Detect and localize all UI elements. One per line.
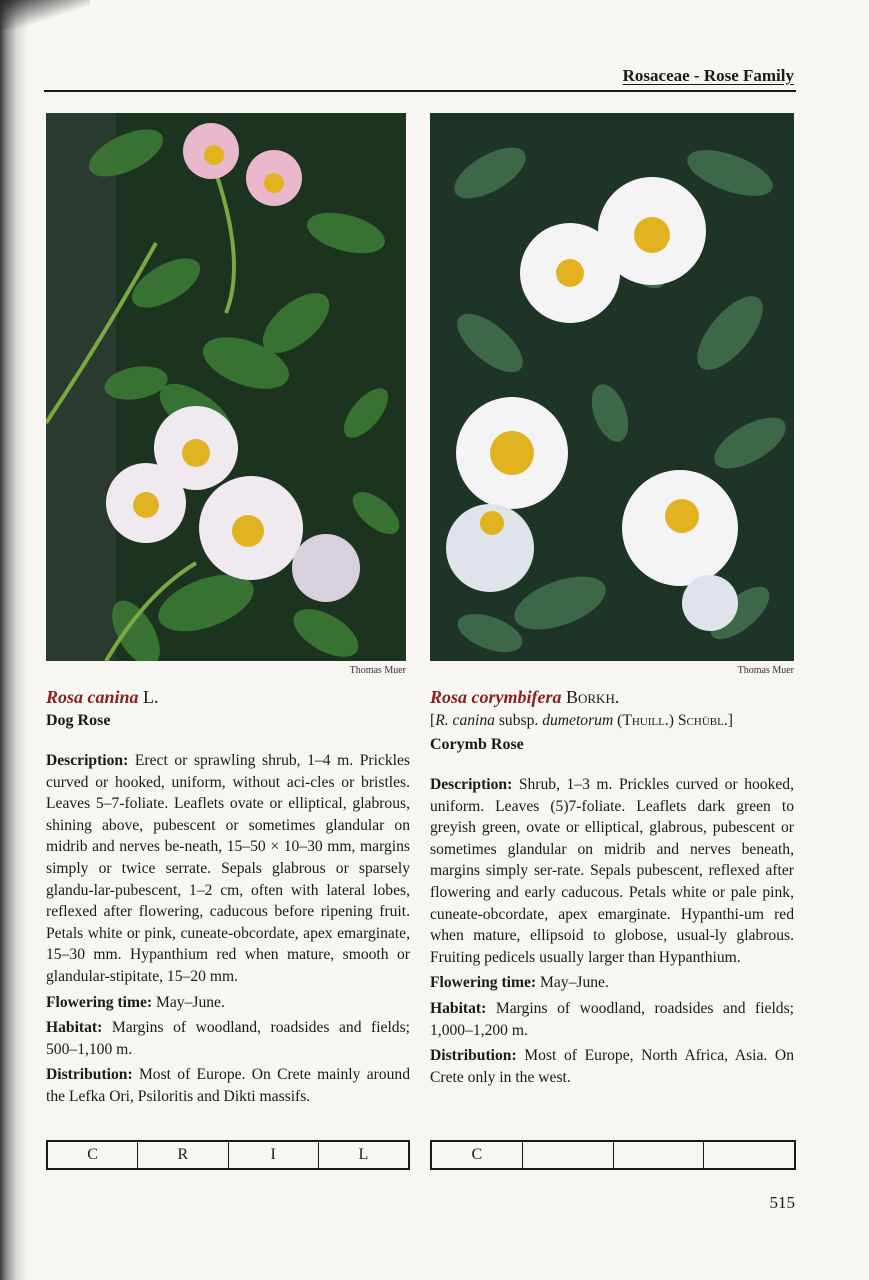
flowering-label: Flowering time: xyxy=(430,974,537,992)
region-cell: C xyxy=(432,1142,523,1168)
synonym-genus: R. canina xyxy=(435,712,495,729)
family-title: Rosaceae - Rose Family xyxy=(622,66,794,85)
region-cell xyxy=(704,1142,794,1168)
rosa-corymbifera-entry xyxy=(430,686,794,1088)
description-label: Description: xyxy=(430,776,513,793)
page-corner-shadow xyxy=(0,0,90,30)
distribution-text: Most of Europe, North Africa, Asia. On Crete only in the west. xyxy=(430,1047,794,1086)
common-name: Corymb Rose xyxy=(430,736,524,753)
photo-credit-right: Thomas Muer xyxy=(737,665,794,676)
species-name: Rosa canina xyxy=(46,687,139,707)
header-rule xyxy=(44,90,796,92)
common-name: Dog Rose xyxy=(46,712,111,729)
species-author: Borkh. xyxy=(565,687,620,707)
region-table-right xyxy=(430,1140,796,1170)
region-cell: R xyxy=(138,1142,228,1168)
distribution xyxy=(430,1045,794,1088)
rosa-canina-illustration xyxy=(46,113,406,661)
region-cell xyxy=(614,1142,705,1168)
rosa-canina-entry xyxy=(46,686,410,1108)
synonym-author-2: Schübl. xyxy=(677,712,728,729)
species-name: Rosa corymbifera xyxy=(430,687,562,707)
flowering-time xyxy=(430,972,794,994)
scientific-name xyxy=(46,686,410,708)
synonym xyxy=(430,710,794,732)
description-text: Erect or sprawling shrub, 1–4 m. Prickles curved or hooked, uniform, without aci-cles or bristles. Leaves 5–7-foliate. Leaflets ovate or elliptical, glabrous, shining above, pubescent or sometimes glandular on midrib and nerves be-neath, 15–50 × 10–30 mm, margins simply or twice serrate. Sepals glabrous or sparsely glandu-lar-pubescent, 1–2 cm, often with lateral lobes, reflexed after flowering, caducous before ripening fruit. Petals white or pink, cuneate-obcordate, apex emarginate, 15–30 mm. Hypanthium red when mature, smooth or glandular-stipitate, 15–20 mm. xyxy=(46,752,410,985)
region-cell: I xyxy=(229,1142,319,1168)
description xyxy=(46,750,410,988)
synonym-author-1: (Thuill.) xyxy=(613,712,678,729)
synonym-bracket-close: ] xyxy=(727,712,733,729)
habitat-text: Margins of woodland, roadsides and fields; 1,000–1,200 m. xyxy=(430,999,794,1039)
region-table-left xyxy=(46,1140,410,1170)
flowering-text: May–June. xyxy=(156,993,225,1011)
habitat-label: Habitat: xyxy=(430,999,487,1017)
distribution-label: Distribution: xyxy=(46,1066,133,1084)
rosa-canina-photo xyxy=(46,113,406,661)
region-cell: C xyxy=(48,1142,138,1168)
habitat-text: Margins of woodland, roadsides and fields; 500–1,100 m. xyxy=(46,1019,410,1058)
description-label: Description: xyxy=(46,752,129,769)
synonym-epithet: dumetorum xyxy=(542,712,614,729)
scientific-name xyxy=(430,686,794,708)
description-text: Shrub, 1–3 m. Prickles curved or hooked, uniform. Leaves (5)7-foliate. Leaflets dark green to greyish green, ovate or elliptical, glabrous, pubescent or sometimes glandular on midrib and nerves beneath, margins simply ser-rate. Sepals pubescent, reflexed after flowering and early caducous. Petals white or pale pink, cuneate-obcordate, apex emarginate. Hypanthi-um red when mature, ellipsoid to globose, usual-ly glabrous. Fruiting pedicels usually larger than Hypanthium. xyxy=(430,776,794,966)
photo-credit-left: Thomas Muer xyxy=(349,665,406,676)
distribution-text: Most of Europe. On Crete mainly around the Lefka Ori, Psiloritis and Dikti massifs. xyxy=(46,1066,410,1105)
page-header xyxy=(44,66,796,94)
habitat xyxy=(430,998,794,1041)
distribution xyxy=(46,1064,410,1107)
rosa-corymbifera-photo xyxy=(430,113,794,661)
species-author: L. xyxy=(143,687,159,707)
synonym-bracket-open: [ xyxy=(430,712,436,729)
page-number: 515 xyxy=(769,1193,795,1212)
flowering-label: Flowering time: xyxy=(46,993,153,1011)
flowering-text: May–June. xyxy=(540,974,609,992)
synonym-rank: subsp. xyxy=(494,712,543,729)
distribution-label: Distribution: xyxy=(430,1047,517,1065)
habitat xyxy=(46,1017,410,1060)
description xyxy=(430,774,794,968)
rosa-corymbifera-illustration xyxy=(430,113,794,661)
region-cell: L xyxy=(358,1146,369,1163)
book-binding-shadow xyxy=(0,0,28,1280)
habitat-label: Habitat: xyxy=(46,1019,103,1037)
flowering-time xyxy=(46,992,410,1014)
region-cell xyxy=(523,1142,614,1168)
